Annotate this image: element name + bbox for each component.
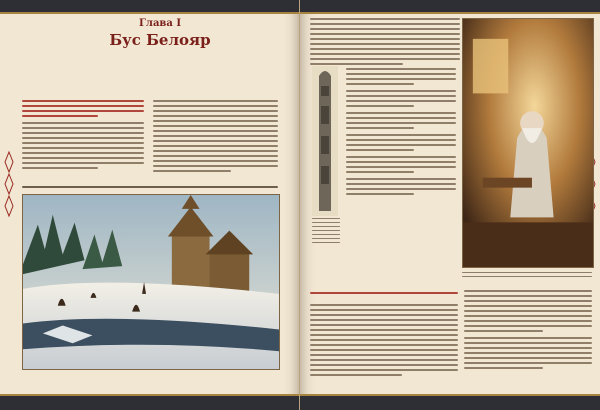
verse-column xyxy=(346,68,456,198)
right-page xyxy=(300,0,600,410)
wooden-idol-figure xyxy=(312,66,338,216)
right-page-bottom-border xyxy=(300,394,600,410)
painting-caption xyxy=(22,186,278,191)
elder-painting-caption xyxy=(462,272,592,280)
elder-scribe-painting xyxy=(462,18,594,268)
chapter-title: Бус Белояр xyxy=(109,31,211,49)
left-column-text xyxy=(22,100,144,172)
idol-caption xyxy=(312,218,340,246)
chapter-heading xyxy=(55,18,265,49)
left-page-top-border xyxy=(0,0,300,14)
winter-landscape-painting xyxy=(22,194,280,370)
folk-ornament-icon xyxy=(3,150,15,220)
section-2-heading xyxy=(310,292,458,297)
left-page-bottom-border xyxy=(0,394,300,410)
lower-left-text xyxy=(310,304,458,379)
right-page-top-border xyxy=(300,0,600,14)
lower-right-text xyxy=(464,290,592,372)
chapter-label: Глава I xyxy=(138,18,182,29)
top-text-column xyxy=(310,18,460,68)
right-column-text xyxy=(153,100,278,175)
